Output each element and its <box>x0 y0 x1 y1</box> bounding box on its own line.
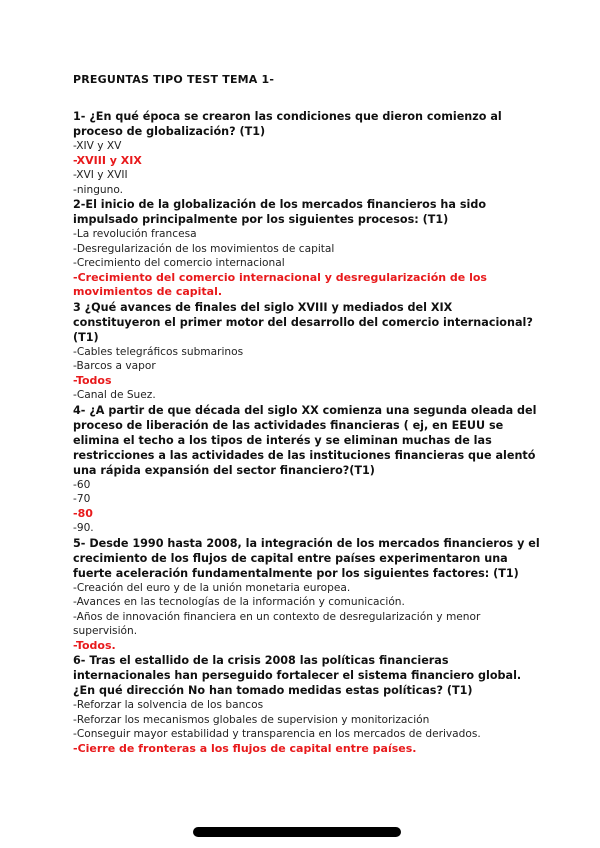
answer-option-correct: -Todos <box>73 373 112 387</box>
question-block <box>73 403 543 536</box>
question-block <box>73 653 543 756</box>
question-text: 5- Desde 1990 hasta 2008, la integración de los mercados financieros y el crecimiento de los flujos de capital entre países experimentaron una fuerte aceleración fundamentalmente por los siguientes factores: (T1) <box>73 536 540 580</box>
answer-option: -Barcos a vapor <box>73 360 156 372</box>
answer-option: -Canal de Suez. <box>73 389 156 401</box>
answer-option: -70 <box>73 493 91 505</box>
answer-option-correct: -Cierre de fronteras a los flujos de capital entre países. <box>73 741 417 755</box>
home-indicator-bar[interactable] <box>193 827 401 837</box>
question-text: 3 ¿Qué avances de finales del siglo XVIII y mediados del XIX constituyeron el primer motor del desarrollo del comercio internacional? (T1) <box>73 300 533 344</box>
answer-option: -Creación del euro y de la unión monetaria europea. <box>73 581 351 594</box>
question-block <box>73 536 543 654</box>
answer-option: -90. <box>73 522 94 534</box>
answer-option: -Reforzar la solvencia de los bancos <box>73 699 264 711</box>
answer-option-correct: -Crecimiento del comercio internacional y desregularización de los movimientos de capital. <box>73 270 487 298</box>
answer-option: -Desregularización de los movimientos de capital <box>73 242 335 255</box>
question-text: 1- ¿En qué época se crearon las condiciones que dieron comienzo al proceso de globalización? (T1) <box>73 110 502 138</box>
question-text: 2-El inicio de la globalización de los mercados financieros ha sido impulsado principalmente por los siguientes procesos: (T1) <box>73 198 487 226</box>
document-title: PREGUNTAS TIPO TEST TEMA 1- <box>73 73 275 86</box>
question-block <box>73 300 543 403</box>
answer-option-correct: -XVIII y XIX <box>73 153 142 167</box>
answer-option: -XVI y XVII <box>73 169 128 181</box>
answer-option: -60 <box>73 478 91 491</box>
question-text: 6- Tras el estallido de la crisis 2008 las políticas financieras internacionales han perseguido fortalecer el sistema financiero global. ¿En qué dirección No han tomado medidas estas políticas? (T1) <box>73 654 522 697</box>
answer-option: -Conseguir mayor estabilidad y transparencia en los mercados de derivados. <box>73 728 481 740</box>
answer-option-correct: -Todos. <box>73 638 116 652</box>
question-block <box>73 109 543 197</box>
answer-option: -La revolución francesa <box>73 228 197 240</box>
answer-option: -Cables telegráficos submarinos <box>73 345 244 358</box>
answer-option-correct: -80 <box>73 506 93 520</box>
answer-option: -Años de innovación financiera en un contexto de desregularización y menor supervisión. <box>73 610 481 637</box>
answer-option: -ninguno. <box>73 183 124 196</box>
answer-option: -Reforzar los mecanismos globales de supervision y monitorización <box>73 713 430 726</box>
answer-option: -XIV y XV <box>73 140 122 152</box>
document-page <box>73 72 543 756</box>
question-block <box>73 197 543 300</box>
answer-option: -Crecimiento del comercio internacional <box>73 257 285 269</box>
question-text: 4- ¿A partir de que década del siglo XX comienza una segunda oleada del proceso de liberación de las actividades financieras ( ej, en EEUU se elimina el techo a los tipos de interés y se eliminan muchas de las restricciones a las actividades de las instituciones financieras que alentó una rápida expansión del sector financiero?(T1) <box>73 403 537 477</box>
question-list <box>73 109 543 756</box>
answer-option: -Avances en las tecnologías de la información y comunicación. <box>73 596 405 608</box>
